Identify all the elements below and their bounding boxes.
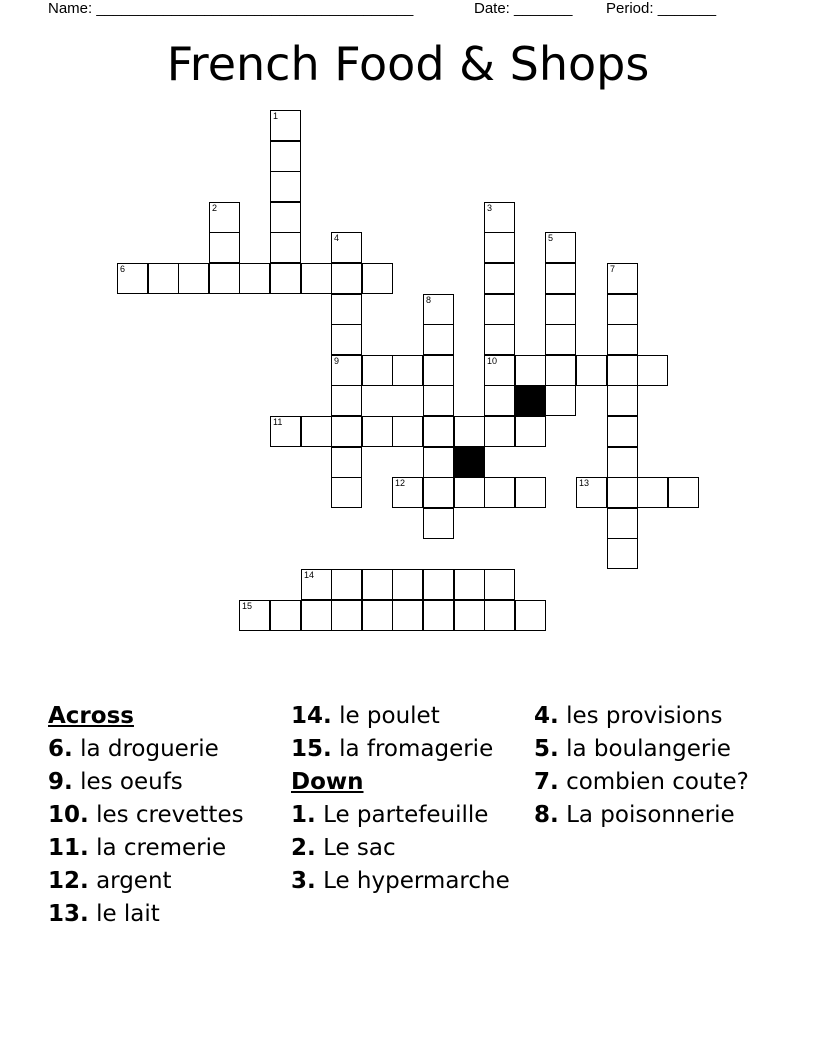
grid-cell[interactable]: [515, 477, 546, 508]
grid-cell[interactable]: [331, 416, 362, 447]
clue-item-number: 5.: [534, 736, 559, 762]
grid-cell[interactable]: [392, 569, 423, 600]
grid-cell[interactable]: [270, 263, 301, 294]
grid-cell[interactable]: [484, 477, 515, 508]
clue-number: 11: [273, 417, 283, 427]
grid-cell[interactable]: [178, 263, 209, 294]
clue-item-text: la droguerie: [80, 736, 219, 762]
clue-item-number: 7.: [534, 769, 559, 795]
grid-cell[interactable]: [331, 600, 362, 631]
clue-number: 9: [334, 356, 340, 366]
clues-column-2: [291, 703, 526, 901]
black-cell: [515, 385, 546, 416]
grid-cell[interactable]: [454, 477, 485, 508]
grid-cell[interactable]: [607, 355, 638, 386]
clue-number: 13: [579, 478, 590, 488]
clue-item-number: 12.: [48, 868, 89, 894]
grid-cell[interactable]: [423, 294, 454, 325]
grid-cell[interactable]: [454, 600, 485, 631]
clues-column-3: [534, 703, 754, 835]
clue-item: [534, 802, 754, 829]
grid-cell[interactable]: [484, 263, 515, 294]
grid-cell[interactable]: [423, 477, 454, 508]
clue-item-text: la cremerie: [96, 835, 227, 861]
clue-item-text: Le hypermarche: [323, 868, 510, 894]
clue-number: 3: [487, 203, 493, 213]
grid-cell[interactable]: [545, 294, 576, 325]
clue-item-text: la boulangerie: [566, 736, 731, 762]
grid-cell[interactable]: [392, 416, 423, 447]
clue-item-number: 2.: [291, 835, 316, 861]
grid-cell[interactable]: [515, 600, 546, 631]
clue-item-text: Le partefeuille: [323, 802, 489, 828]
down-clue-list: [291, 802, 526, 895]
grid-cell[interactable]: [331, 385, 362, 416]
grid-cell[interactable]: [668, 477, 699, 508]
grid-cell[interactable]: [545, 324, 576, 355]
clue-item-number: 6.: [48, 736, 73, 762]
clue-item-number: 10.: [48, 802, 89, 828]
grid-cell[interactable]: [637, 477, 668, 508]
grid-cell[interactable]: [607, 385, 638, 416]
clue-item: [48, 901, 278, 928]
clue-item: [291, 703, 526, 730]
grid-cell[interactable]: [484, 569, 515, 600]
grid-cell[interactable]: [484, 324, 515, 355]
grid-cell[interactable]: [545, 263, 576, 294]
grid-cell[interactable]: [362, 600, 393, 631]
clue-item-text: les crevettes: [96, 802, 244, 828]
clue-item-number: 15.: [291, 736, 332, 762]
grid-cell[interactable]: [607, 263, 638, 294]
grid-cell[interactable]: [607, 324, 638, 355]
grid-cell[interactable]: [270, 232, 301, 263]
across-heading: Across: [48, 703, 134, 729]
clue-number: 2: [212, 203, 218, 213]
name-field-label[interactable]: Name: ______________________________________: [48, 0, 414, 17]
grid-cell[interactable]: [331, 232, 362, 263]
grid-cell[interactable]: [392, 600, 423, 631]
grid-cell[interactable]: [423, 324, 454, 355]
grid-cell[interactable]: [331, 477, 362, 508]
grid-cell[interactable]: [545, 355, 576, 386]
grid-cell[interactable]: [484, 294, 515, 325]
grid-cell[interactable]: [484, 202, 515, 233]
clue-item-text: La poisonnerie: [566, 802, 735, 828]
grid-cell[interactable]: [423, 385, 454, 416]
grid-cell[interactable]: [362, 569, 393, 600]
grid-cell[interactable]: [362, 416, 393, 447]
grid-cell[interactable]: [607, 416, 638, 447]
grid-cell[interactable]: [515, 355, 546, 386]
grid-cell[interactable]: [148, 263, 179, 294]
clue-item: [48, 868, 278, 895]
clue-item-text: les oeufs: [80, 769, 183, 795]
clues-column-1: [48, 703, 278, 934]
clue-item: [48, 736, 278, 763]
grid-cell[interactable]: [576, 355, 607, 386]
grid-cell[interactable]: [331, 447, 362, 478]
grid-cell[interactable]: [545, 232, 576, 263]
grid-cell[interactable]: [423, 508, 454, 539]
grid-cell[interactable]: [576, 477, 607, 508]
clue-item-text: les provisions: [566, 703, 723, 729]
clue-item-number: 9.: [48, 769, 73, 795]
clue-number: 8: [426, 295, 432, 305]
clue-item: [48, 835, 278, 862]
grid-cell[interactable]: [607, 447, 638, 478]
clue-item-text: le poulet: [339, 703, 440, 729]
grid-cell[interactable]: [362, 355, 393, 386]
clue-item-number: 14.: [291, 703, 332, 729]
grid-cell[interactable]: [515, 416, 546, 447]
clue-item: [291, 868, 526, 895]
grid-cell[interactable]: [331, 324, 362, 355]
clue-item-number: 4.: [534, 703, 559, 729]
grid-cell[interactable]: [270, 141, 301, 172]
clue-item: [291, 802, 526, 829]
grid-cell[interactable]: [270, 110, 301, 141]
grid-cell[interactable]: [607, 538, 638, 569]
grid-cell[interactable]: [301, 600, 332, 631]
grid-cell[interactable]: [423, 600, 454, 631]
clue-item-number: 11.: [48, 835, 89, 861]
grid-cell[interactable]: [423, 447, 454, 478]
grid-cell[interactable]: [484, 232, 515, 263]
grid-cell[interactable]: [270, 416, 301, 447]
grid-cell[interactable]: [117, 263, 148, 294]
clue-item: [48, 769, 278, 796]
clue-number: 1: [273, 111, 279, 121]
page-title: French Food & Shops: [166, 37, 650, 91]
date-field-label[interactable]: Date: _______: [474, 0, 573, 17]
period-field-label[interactable]: Period: _______: [606, 0, 717, 17]
grid-cell[interactable]: [270, 202, 301, 233]
clue-item-text: la fromagerie: [339, 736, 494, 762]
clue-item-number: 13.: [48, 901, 89, 927]
grid-cell[interactable]: [239, 263, 270, 294]
grid-cell[interactable]: [454, 416, 485, 447]
grid-cell[interactable]: [331, 569, 362, 600]
clue-item-text: le lait: [96, 901, 160, 927]
grid-cell[interactable]: [484, 355, 515, 386]
clue-item-text: argent: [96, 868, 172, 894]
grid-cell[interactable]: [362, 263, 393, 294]
clue-item-number: 1.: [291, 802, 316, 828]
grid-cell[interactable]: [209, 232, 240, 263]
across-clue-list: [48, 736, 278, 928]
grid-cell[interactable]: [270, 171, 301, 202]
grid-cell[interactable]: [331, 263, 362, 294]
grid-cell[interactable]: [209, 202, 240, 233]
grid-cell[interactable]: [607, 508, 638, 539]
clue-item: [534, 736, 754, 763]
down-heading: Down: [291, 769, 364, 795]
grid-cell[interactable]: [270, 600, 301, 631]
grid-cell[interactable]: [392, 477, 423, 508]
grid-cell[interactable]: [484, 385, 515, 416]
grid-cell[interactable]: [301, 416, 332, 447]
grid-cell[interactable]: [545, 385, 576, 416]
clue-number: 15: [242, 601, 253, 611]
black-cell: [454, 447, 485, 478]
clue-item: [48, 802, 278, 829]
clue-number: 12: [395, 478, 406, 488]
clue-item-number: 8.: [534, 802, 559, 828]
grid-cell[interactable]: [239, 600, 270, 631]
grid-cell[interactable]: [607, 294, 638, 325]
grid-cell[interactable]: [209, 263, 240, 294]
grid-cell[interactable]: [301, 263, 332, 294]
grid-cell[interactable]: [423, 569, 454, 600]
clue-number: 10: [487, 356, 498, 366]
clue-item: [534, 769, 754, 796]
clue-number: 7: [610, 264, 616, 274]
grid-cell[interactable]: [331, 355, 362, 386]
down-clue-list-continued: [534, 703, 754, 829]
grid-cell[interactable]: [484, 600, 515, 631]
clue-item: [291, 736, 526, 763]
clue-item: [291, 835, 526, 862]
clue-item-text: Le sac: [323, 835, 396, 861]
clue-item-text: combien coute?: [566, 769, 749, 795]
grid-cell[interactable]: [392, 355, 423, 386]
grid-cell[interactable]: [331, 294, 362, 325]
grid-cell[interactable]: [423, 416, 454, 447]
grid-cell[interactable]: [607, 477, 638, 508]
grid-cell[interactable]: [454, 569, 485, 600]
clue-number: 6: [120, 264, 126, 274]
grid-cell[interactable]: [301, 569, 332, 600]
clue-item: [534, 703, 754, 730]
grid-cell[interactable]: [637, 355, 668, 386]
clue-number: 5: [548, 233, 554, 243]
grid-cell[interactable]: [484, 416, 515, 447]
grid-cell[interactable]: [423, 355, 454, 386]
across-clue-list-continued: [291, 703, 526, 763]
clue-number: 14: [304, 570, 315, 580]
clue-item-number: 3.: [291, 868, 316, 894]
clue-number: 4: [334, 233, 340, 243]
